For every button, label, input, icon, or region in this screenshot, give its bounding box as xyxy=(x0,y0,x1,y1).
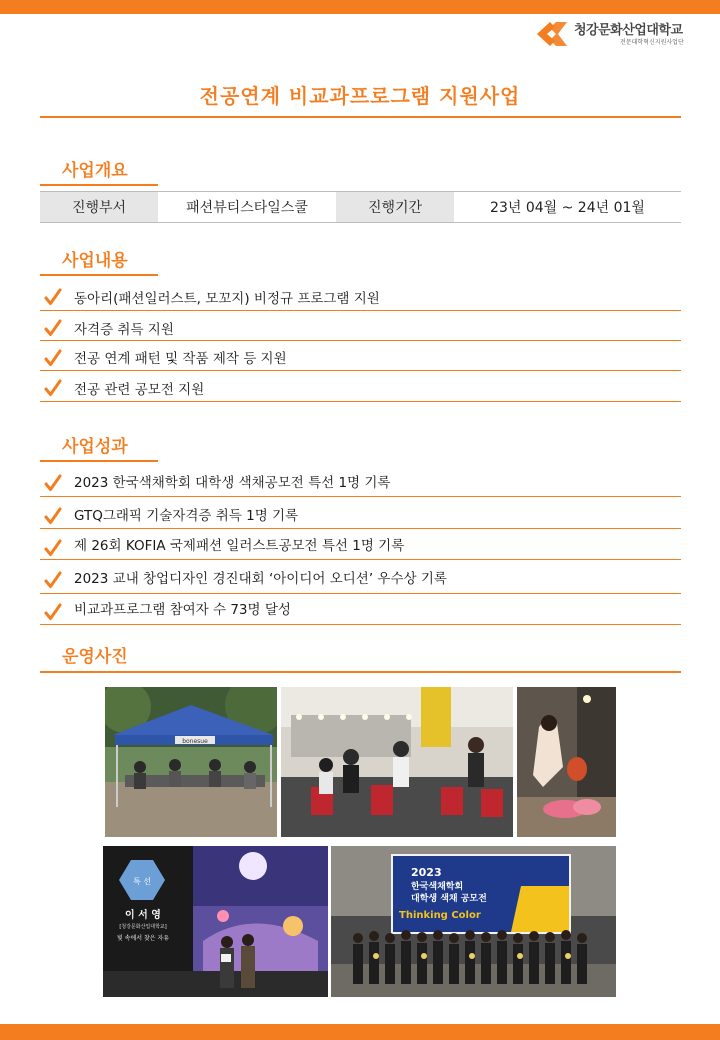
checkmark-icon xyxy=(44,319,62,337)
page-title: 전공연계 비교과프로그램 지원사업 xyxy=(199,84,521,108)
list-item xyxy=(40,529,681,560)
period-value: 23년 04월 ~ 24년 01월 xyxy=(490,200,645,216)
logo-university-name: 청강문화산업대학교 xyxy=(574,23,683,38)
tent-banner-text: bonesue xyxy=(182,738,208,745)
photo-award-presentation xyxy=(103,846,328,997)
list-item-text: GTQ그래픽 기술자격증 취득 1명 기록 xyxy=(74,508,299,524)
section-title: 운영사진 xyxy=(62,647,128,667)
list-item xyxy=(40,497,681,529)
list-item xyxy=(40,594,681,625)
section-underline xyxy=(40,184,158,186)
screen-year-text: 2023 xyxy=(411,866,442,879)
section-underline xyxy=(40,274,158,276)
award-school-text: [청강문화산업대학교] xyxy=(119,924,167,930)
list-item-text: 2023 교내 창업디자인 경진대회 ‘아이디어 오디션’ 우수상 기록 xyxy=(74,571,447,587)
dept-value: 패션뷰티스타일스쿨 xyxy=(186,200,308,216)
checkmark-icon xyxy=(44,474,62,492)
section-title: 사업내용 xyxy=(62,251,128,271)
section-underline xyxy=(40,671,681,673)
section-title: 사업개요 xyxy=(62,161,128,181)
list-item-text: 제 26회 KOFIA 국제패션 일러스트공모전 특선 1명 기록 xyxy=(74,538,405,554)
award-badge-text: 특 선 xyxy=(133,877,151,886)
list-item xyxy=(40,311,681,341)
university-logo xyxy=(534,18,714,50)
award-name-text: 이 서 영 xyxy=(125,910,161,921)
checkmark-icon xyxy=(44,603,62,621)
section-title: 사업성과 xyxy=(62,437,128,457)
checkmark-icon xyxy=(44,288,62,306)
list-item-text: 전공 연계 패턴 및 작품 제작 등 지원 xyxy=(74,351,287,367)
title-divider xyxy=(40,116,681,118)
list-item xyxy=(40,371,681,402)
logo-subtitle: 전문대학혁신지원사업단 xyxy=(620,39,684,46)
bottom-accent-bar xyxy=(0,1024,720,1040)
dept-label: 진행부서 xyxy=(40,192,158,222)
list-item-text: 비교과프로그램 참여자 수 73명 달성 xyxy=(74,602,291,618)
content-list xyxy=(40,280,681,402)
list-item-text: 자격증 취득 지원 xyxy=(74,322,174,338)
screen-theme-text: Thinking Color xyxy=(399,910,481,921)
checkmark-icon xyxy=(44,571,62,589)
overview-table xyxy=(40,191,681,223)
ck-logo-icon xyxy=(534,20,568,48)
period-label: 진행기간 xyxy=(336,192,454,222)
award-work-text: 빛 속에서 찾은 자유 xyxy=(116,935,170,942)
checkmark-icon xyxy=(44,507,62,525)
photo-group-ceremony xyxy=(331,846,616,997)
list-item-text: 2023 한국색채학회 대학생 색채공모전 특선 1명 기록 xyxy=(74,475,391,491)
list-item xyxy=(40,341,681,371)
checkmark-icon xyxy=(44,379,62,397)
list-item xyxy=(40,280,681,311)
section-underline xyxy=(40,460,158,462)
photo-makeup-class xyxy=(281,687,513,837)
list-item xyxy=(40,560,681,594)
results-list xyxy=(40,464,681,625)
checkmark-icon xyxy=(44,349,62,367)
photo-outdoor-booth xyxy=(105,687,277,837)
list-item-text: 동아리(패션일러스트, 모꼬지) 비정규 프로그램 지원 xyxy=(74,291,380,307)
top-accent-bar xyxy=(0,0,720,14)
photo-hair-styling xyxy=(517,687,616,837)
screen-line2-text: 대학생 색채 공모전 xyxy=(411,894,487,904)
list-item xyxy=(40,464,681,497)
screen-line1-text: 한국색채학회 xyxy=(411,882,464,892)
checkmark-icon xyxy=(44,539,62,557)
list-item-text: 전공 관련 공모전 지원 xyxy=(74,382,205,398)
